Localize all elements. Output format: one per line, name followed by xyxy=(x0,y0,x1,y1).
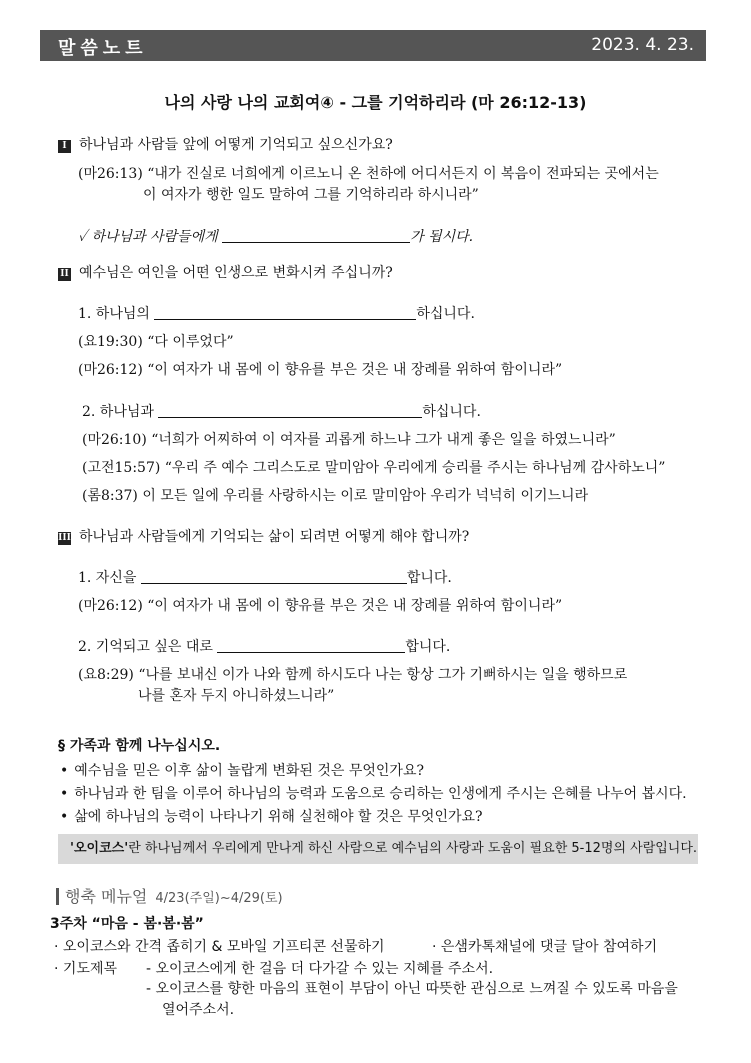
section-2-item-2-verse-3: (롬8:37) 이 모든 일에 우리를 사랑하시는 이로 말미암아 우리가 넉넉히 이기느니라 xyxy=(82,488,589,504)
section-2-question xyxy=(58,262,393,282)
header-bar xyxy=(40,30,706,61)
bullet-icon: • xyxy=(60,809,69,825)
section-2-item-1-before: 1. 하나님의 xyxy=(78,306,150,322)
section-1-verse xyxy=(78,163,659,183)
roman-numeral-1-icon: I xyxy=(58,140,71,153)
section-3-question xyxy=(58,526,469,546)
section-2-item-2-verse-2: (고전15:57) “우리 주 예수 그리스도로 말미암아 우리에게 승리를 주시는 하나님께 감사하노니” xyxy=(82,460,666,476)
menu-title xyxy=(56,884,283,907)
section-2-item-1 xyxy=(78,303,475,323)
section-2-item-2-verse-1: (마26:10) “너희가 어찌하여 이 여자를 괴롭게 하느냐 그가 내게 좋은 일을 하였느니라” xyxy=(82,432,616,448)
menu-period: 4/23(주일)~4/29(토) xyxy=(155,891,283,906)
oikos-definition xyxy=(58,834,698,864)
section-3-item-2-verse-2: 나를 혼자 두지 아니하셨느니라” xyxy=(138,688,335,704)
header-date: 2023. 4. 23. xyxy=(591,35,694,55)
section-2-question-text: 예수님은 여인을 어떤 인생으로 변화시켜 주십니까? xyxy=(79,265,393,281)
bullet-icon: • xyxy=(60,763,69,779)
section-2-item-1-verse-2: (마26:12) “이 여자가 내 몸에 이 향유를 부은 것은 내 장례를 위하여 함이니라” xyxy=(78,362,563,378)
menu-prayer-label: · 기도제목 xyxy=(54,961,117,977)
menu-bar-icon xyxy=(56,888,59,905)
section-3-item-2-blank[interactable] xyxy=(217,638,405,653)
section-3-item-1-before: 1. 자신을 xyxy=(78,570,137,586)
check-mark-icon: ✓ xyxy=(78,229,88,245)
section-3-item-1-verse-1: (마26:12) “이 여자가 내 몸에 이 향유를 부은 것은 내 장례를 위하여 함이니라” xyxy=(78,598,563,614)
roman-numeral-3-icon: III xyxy=(58,533,71,543)
header-label: 말씀노트 xyxy=(58,38,148,59)
section-1-question-text: 하나님과 사람들 앞에 어떻게 기억되고 싶으신가요? xyxy=(79,137,393,153)
bullet-icon: • xyxy=(60,786,69,802)
section-1-verse-ref: (마26:13) xyxy=(78,166,143,182)
sermon-title: 나의 사랑 나의 교회여④ - 그를 기억하리라 (마 26:12-13) xyxy=(164,93,587,112)
menu-week: 3주차 “마음 - 봄·봄·봄” xyxy=(50,916,204,932)
section-2-item-1-verse-1: (요19:30) “다 이루었다” xyxy=(78,334,234,350)
menu-prayer-2: - 오이코스를 향한 마음의 표현이 부담이 아닌 따뜻한 관심으로 느껴질 수 있도록 마음을 xyxy=(146,981,678,997)
section-1-fill-before: 하나님과 사람들에게 xyxy=(91,229,218,245)
family-bullet-2 xyxy=(60,783,687,803)
family-bullet-2-text: 하나님과 한 팀을 이루어 하나님의 능력과 도움으로 승리하는 인생에게 주시는 은혜를 나누어 봅시다. xyxy=(74,786,687,802)
family-bullet-1 xyxy=(60,760,424,780)
section-2-item-2-after: 하십니다. xyxy=(422,404,481,420)
section-3-item-2-before: 2. 기억되고 싶은 대로 xyxy=(78,639,213,655)
section-3-item-1 xyxy=(78,567,452,587)
section-2-item-2-blank[interactable] xyxy=(158,403,422,418)
roman-numeral-2-icon: II xyxy=(58,268,71,281)
menu-item-1: · 오이코스와 간격 좁히기 & 모바일 기프티콘 선물하기 xyxy=(54,939,385,955)
section-1-blank[interactable] xyxy=(222,228,410,243)
section-1-question xyxy=(58,134,393,154)
family-title: § 가족과 함께 나누십시오. xyxy=(58,738,221,754)
family-bullet-1-text: 예수님을 믿은 이후 삶이 놀랍게 변화된 것은 무엇인가요? xyxy=(74,763,424,779)
section-3-item-1-after: 합니다. xyxy=(406,570,452,586)
section-1-verse-line2: 이 여자가 행한 일도 말하여 그를 기억하리라 하시니라” xyxy=(143,187,479,203)
section-2-item-2-before: 2. 하나님과 xyxy=(82,404,154,420)
section-1-fill-line xyxy=(78,226,473,246)
oikos-term: '오이코스' xyxy=(70,841,129,856)
section-2-item-1-after: 하십니다. xyxy=(416,306,475,322)
menu-prayer-2-cont: 열어주소서. xyxy=(162,1002,235,1018)
section-3-item-2-verse-1: (요8:29) “나를 보내신 이가 나와 함께 하시도다 나는 항상 그가 기뻐하시는 일을 행하므로 xyxy=(78,667,628,683)
section-2-item-1-blank[interactable] xyxy=(154,305,416,320)
section-3-item-1-blank[interactable] xyxy=(141,569,407,584)
section-3-question-text: 하나님과 사람들에게 기억되는 삶이 되려면 어떻게 해야 합니까? xyxy=(79,529,470,545)
menu-item-2: · 은샘카톡채널에 댓글 달아 참여하기 xyxy=(432,939,658,955)
section-3-item-2 xyxy=(78,636,450,656)
section-1-fill-after: 가 됩시다. xyxy=(410,229,474,245)
oikos-text: 란 하나님께서 우리에게 만나게 하신 사람으로 예수님의 사랑과 도움이 필요한 5-12명의 사람입니다. xyxy=(128,841,698,856)
section-1-verse-line1: “내가 진실로 너희에게 이르노니 온 천하에 어디서든지 이 복음이 전파되는 곳에서는 xyxy=(147,166,659,182)
menu-prayer-1: - 오이코스에게 한 걸음 더 다가갈 수 있는 지혜를 주소서. xyxy=(146,961,494,977)
family-bullet-3 xyxy=(60,806,483,826)
family-bullet-3-text: 삶에 하나님의 능력이 나타나기 위해 실천해야 할 것은 무엇인가요? xyxy=(74,809,483,825)
menu-title-text: 행축 메뉴얼 xyxy=(65,887,148,906)
section-3-item-2-after: 합니다. xyxy=(405,639,451,655)
section-2-item-2 xyxy=(82,401,481,421)
